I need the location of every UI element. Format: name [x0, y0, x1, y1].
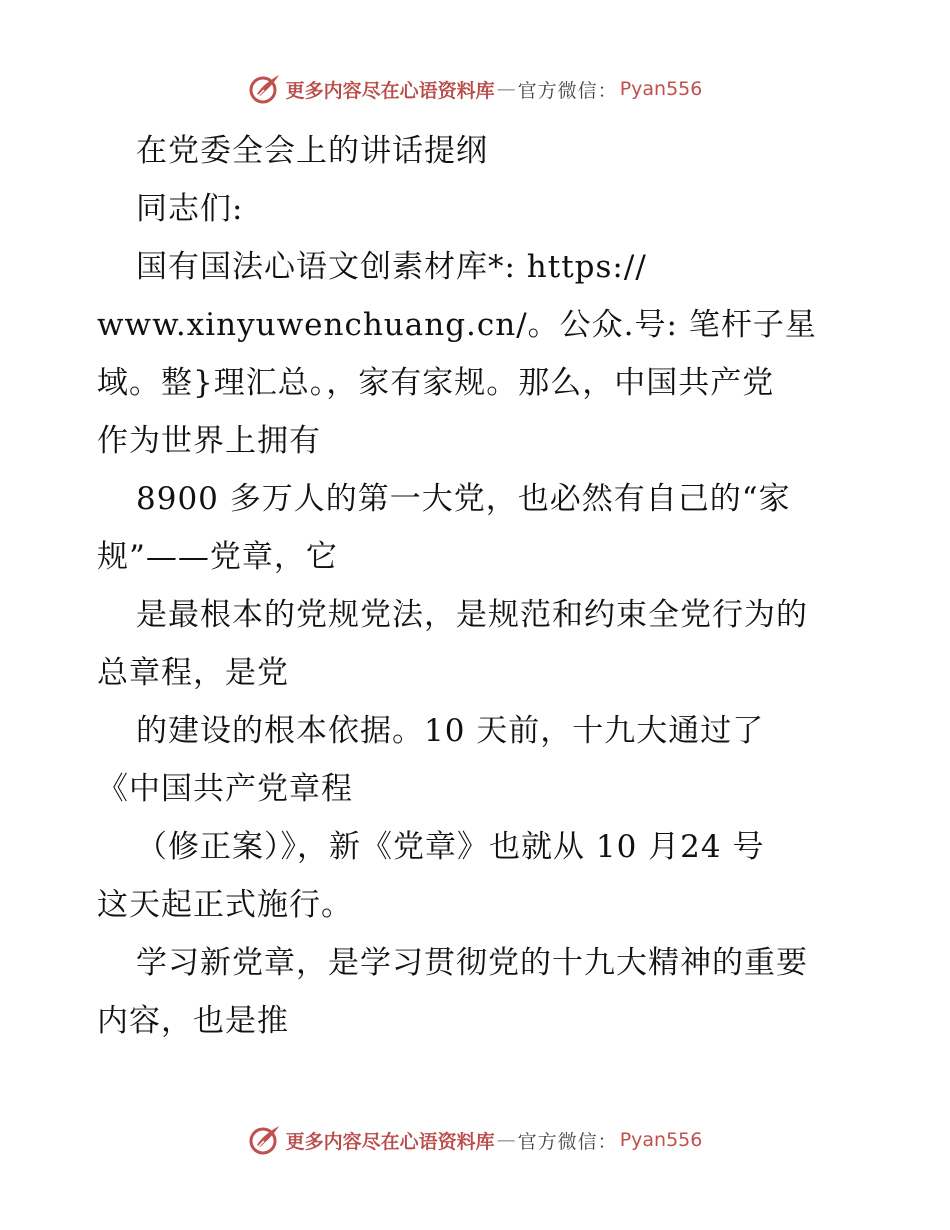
doc-line: 规”——党章，它	[97, 539, 338, 575]
watermark-main-text: 更多内容尽在心语资料库	[285, 79, 495, 102]
doc-salutation: 同志们:	[136, 191, 244, 227]
doc-line: 国有国法心语文创素材库*: https://	[136, 249, 647, 285]
doc-line: 这天起正式施行。	[97, 887, 353, 923]
watermark-wechat-id: Pyan556	[619, 78, 703, 100]
doc-line: 的建设的根本依据。10 天前，十九大通过了	[136, 713, 765, 749]
doc-line: （修正案）》，新《党章》也就从 10 月24 号	[136, 829, 765, 865]
watermark-dash: —	[496, 78, 516, 100]
doc-title: 在党委全会上的讲话提纲	[136, 133, 488, 169]
watermark-dash: —	[496, 1129, 516, 1151]
doc-line: 是最根本的党规党法，是规范和约束全党行为的	[136, 597, 808, 633]
watermark-footer	[0, 1123, 950, 1157]
doc-line: 8900 多万人的第一大党，也必然有自己的“家	[136, 481, 791, 517]
watermark-official-label: 官方微信：	[517, 79, 618, 102]
watermark-wechat-id: Pyan556	[619, 1129, 703, 1151]
doc-line: 总章程，是党	[97, 655, 289, 691]
quill-logo-icon	[248, 72, 282, 106]
doc-line: 作为世界上拥有	[97, 423, 321, 459]
doc-line: 内容，也是推	[97, 1003, 289, 1039]
doc-line: 域。整}理汇总。，家有家规。那么，中国共产党	[97, 365, 775, 401]
doc-line: 学习新党章，是学习贯彻党的十九大精神的重要	[136, 945, 808, 981]
quill-logo-icon	[248, 1123, 282, 1157]
watermark-main-text: 更多内容尽在心语资料库	[285, 1130, 495, 1153]
watermark-official-label: 官方微信：	[517, 1130, 618, 1153]
watermark-header	[0, 72, 950, 106]
doc-line: www.xinyuwenchuang.cn/。公众.号: 笔杆子星	[97, 307, 817, 343]
document-body	[97, 122, 857, 1050]
doc-line: 《中国共产党章程	[97, 771, 353, 807]
